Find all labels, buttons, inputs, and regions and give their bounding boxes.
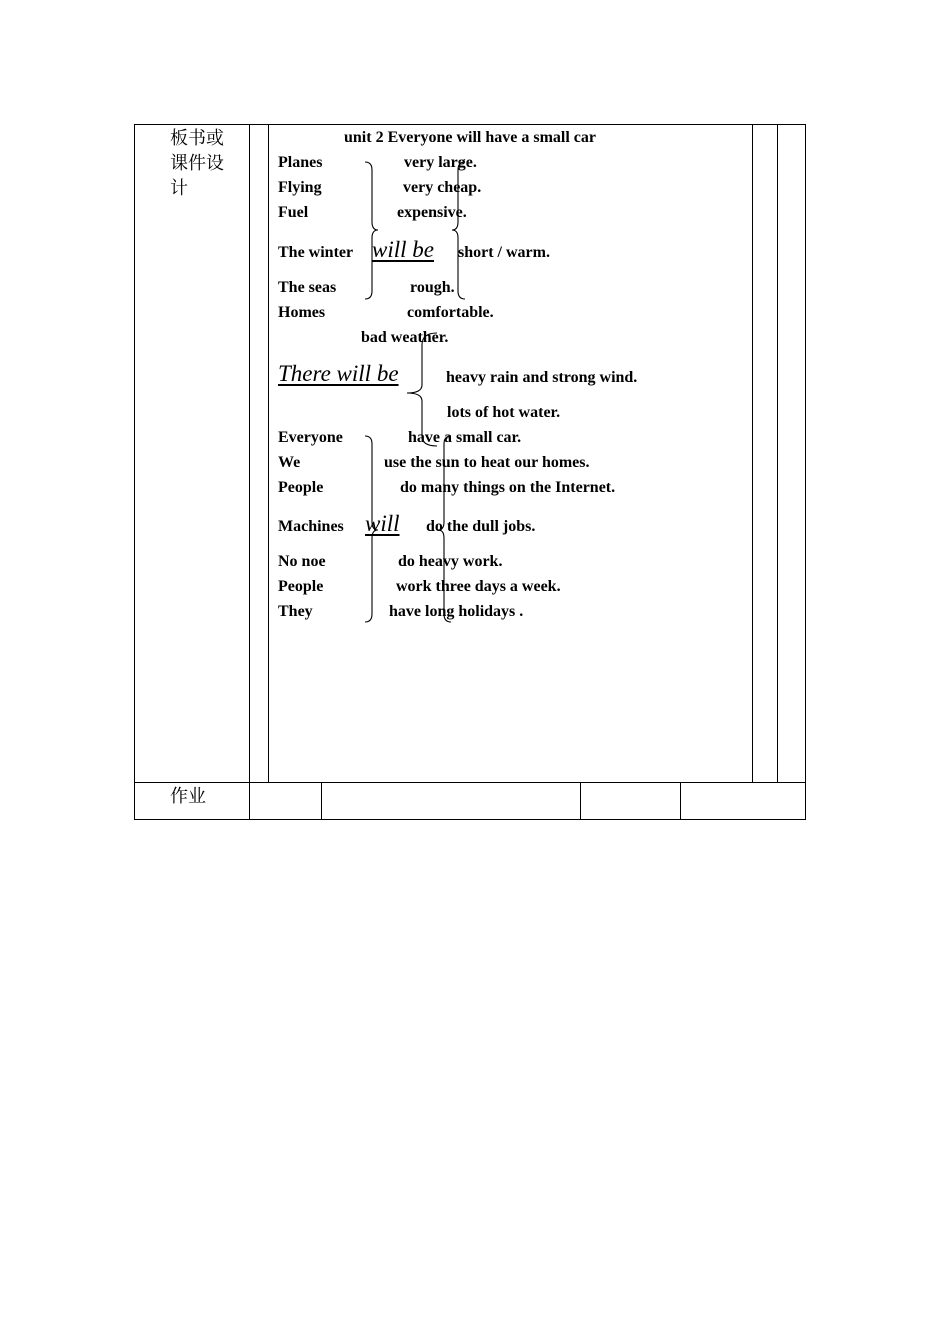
brace-b3-right <box>438 436 451 622</box>
b2-subject: There will be <box>278 361 399 386</box>
b1-subject: Planes <box>278 154 323 171</box>
brace-b3-left <box>365 436 378 622</box>
b3-subject: Machines <box>278 518 344 535</box>
b1-predicate: very large. <box>404 154 477 171</box>
brace-b1-right <box>452 162 465 299</box>
b1-predicate: expensive. <box>397 204 467 221</box>
b3-verb: will <box>365 511 400 536</box>
board-title: unit 2 Everyone will have a small car <box>344 129 596 146</box>
b1-subject: Homes <box>278 304 326 321</box>
b1-subject: The winter <box>278 244 354 261</box>
b3-subject: Everyone <box>278 429 343 446</box>
row-label-homework: 作业 <box>170 786 206 807</box>
label-line-3: 计 <box>170 178 188 199</box>
b1-subject: Flying <box>278 179 322 196</box>
b3-predicate: have long holidays . <box>389 603 524 620</box>
b3-subject: We <box>278 454 301 471</box>
b1-subject: The seas <box>278 279 337 296</box>
b3-predicate: use the sun to heat our homes. <box>384 454 590 471</box>
b3-predicate: work three days a week. <box>396 578 561 595</box>
b2-item: lots of hot water. <box>447 404 561 421</box>
b2-item: heavy rain and strong wind. <box>446 369 638 386</box>
b1-predicate: short / warm. <box>458 244 550 261</box>
b1-predicate: very cheap. <box>403 179 482 196</box>
b3-subject: They <box>278 603 313 620</box>
b1-subject: Fuel <box>278 204 309 221</box>
b1-predicate: comfortable. <box>407 304 494 321</box>
brace-b2 <box>407 333 437 446</box>
b1-verb: will be <box>372 237 434 262</box>
b3-subject: People <box>278 578 324 595</box>
b3-predicate: do the dull jobs. <box>426 518 536 535</box>
b3-predicate: do many things on the Internet. <box>400 479 616 496</box>
b3-predicate: have a small car. <box>408 429 522 446</box>
b1-predicate: rough. <box>410 279 455 296</box>
b2-item: bad weather. <box>361 329 449 346</box>
b3-predicate: do heavy work. <box>398 553 503 570</box>
brace-b1-left <box>365 162 378 299</box>
b3-subject: People <box>278 479 324 496</box>
b3-subject: No noe <box>278 553 326 570</box>
label-line-1: 板书或 <box>170 128 224 149</box>
label-line-2: 课件设 <box>170 153 224 174</box>
